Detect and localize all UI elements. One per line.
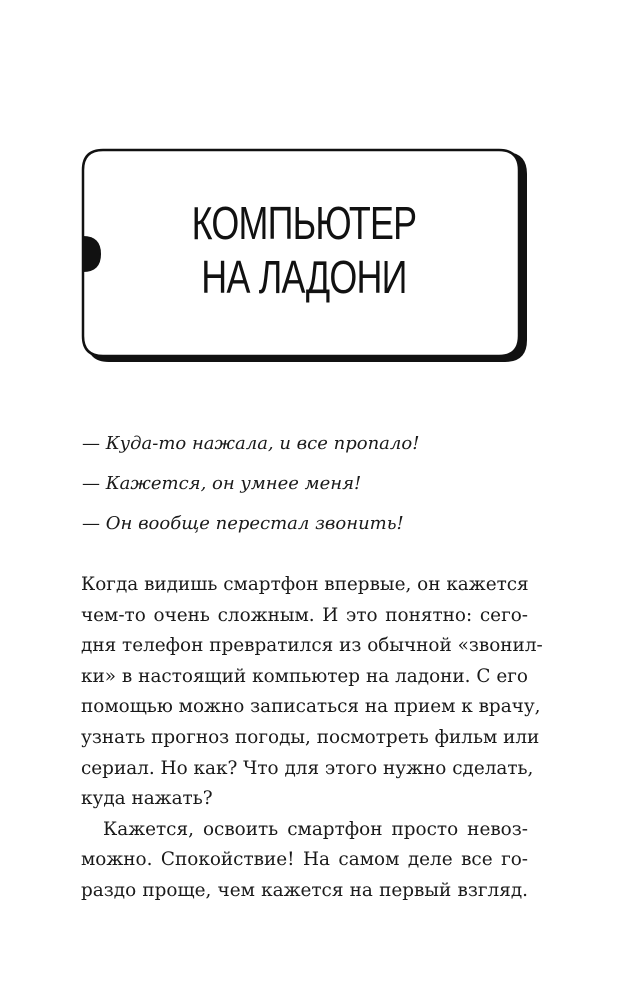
text-line: Когда видишь смартфон впервые, он кажется	[81, 574, 529, 595]
dialogue-line	[82, 464, 542, 504]
chapter-title-line-1: КОМПЬЮТЕР	[191, 197, 417, 249]
dialogue-text: Кажется, он умнее меня!	[105, 473, 362, 494]
body-text	[81, 570, 543, 907]
text-line: помощью можно записаться на прием к врачу,	[81, 696, 541, 718]
text-line: можно. Спокойствие! На самом деле все го-	[81, 849, 528, 871]
text-line: чем-то очень сложным. И это понятно: сего-	[81, 604, 528, 626]
text-line: сериал. Но как? Что для этого нужно сделать,	[81, 757, 534, 779]
text-line: узнать прогноз погоды, посмотреть фильм или	[81, 726, 540, 748]
dialogue-dash: —	[82, 513, 100, 534]
text-line: куда нажать?	[81, 788, 213, 810]
text-line: дня телефон превратился из обычной «звонил-	[81, 635, 543, 657]
dialogue-text: Куда-то нажала, и все пропало!	[105, 433, 420, 454]
chapter-title	[130, 196, 478, 304]
dialogue-line	[82, 504, 542, 544]
chapter-title-line-2: НА ЛАДОНИ	[201, 251, 407, 303]
text-line: раздо проще, чем кажется на первый взгляд.	[81, 879, 528, 901]
dialogue-text: Он вообще перестал звонить!	[105, 513, 404, 534]
text-line: ки» в настоящий компьютер на ладони. С его	[81, 665, 528, 687]
dialogue-dash: —	[82, 473, 100, 494]
dialogue-dash: —	[82, 433, 100, 454]
dialogue-line	[82, 424, 542, 464]
epigraph-dialogue	[82, 424, 542, 544]
paragraph-2	[81, 815, 528, 907]
text-line: Кажется, освоить смартфон просто невоз-	[103, 818, 528, 840]
paragraph-1	[81, 570, 543, 815]
